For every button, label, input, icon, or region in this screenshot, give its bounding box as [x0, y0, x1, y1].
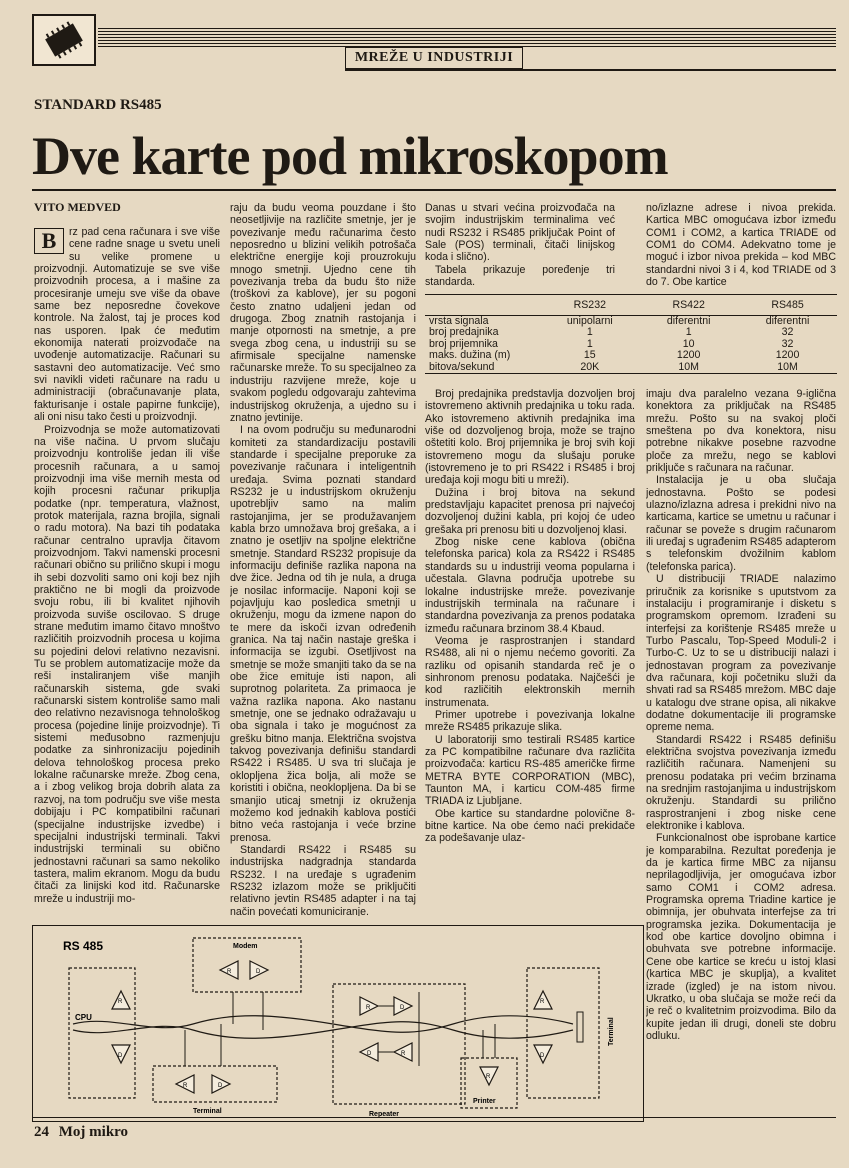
table-cell: 15	[583, 349, 596, 362]
rs485-diagram	[32, 925, 644, 1122]
paragraph: Dužina i broj bitova na sekund predstavljaju kapacitet prenosa pri najvećoj dozvoljenoj dužini kabla, pri kojoj će udeo grešaka pri prenosu biti u dozvoljenoj klasi.	[425, 486, 635, 536]
table-cell: vrsta signala	[429, 314, 489, 327]
gate-letter: D	[256, 969, 261, 975]
paragraph: rz pad cena računara i sve više cene radne snage u svetu uneli su velike promene u proizvodnji. Automatizuje se sve više proizvodnih procesa, a i mašine za procesiranje umeju sve više da obave same bez neposredne čovekove kontrole. Na žalost, taj je proces kod nas usporen. Ipak će međutim ekonomija naterati proizvođače na uvođenje automatizacije. Računari su sastavni deo automatizacije. Već smo svi navikli videti računare na radu u administraciji (obračunavanje plata, fakturisanje i ostale papirne funkcije), ali oni nisu tako česti u proizvodnji.	[34, 226, 220, 424]
paragraph: Standardi RS422 i RS485 su industrijska nadgradnja standarda RS232. I na uređaje s ugrađenim RS232 izlazom može se priključiti relativno jevtin RS485 adapter i na taj način povećati komuniciranje.	[230, 843, 416, 916]
column-2	[230, 202, 416, 916]
bus-line-a	[73, 1016, 573, 1033]
byline: VITO MEDVED	[34, 200, 121, 214]
table-cell: 32	[781, 326, 794, 339]
table-cell: bitova/sekund	[429, 360, 495, 373]
table-cell: maks. dužina (m)	[429, 349, 511, 362]
paragraph: U distribuciji TRIADE nalazimo priručnik za korisnike s uputstvom za instalaciju i programiranje i disketu s programskom opremom. Izrađeni su interfejsi za korištenje RS485 mreže u Turbo Pascalu, Top-Speed Moduli-2 i Turbo-C. Uz to se u distribuciji nalazi i jednostavan program za povezivanje dva računara, koji početniku služi da shvati rad sa RS485 mrežom. MBC daje u katalogu dve strane opisa, ali nikakve dodatne dokumentacije ili programske opreme nema.	[646, 573, 836, 734]
column-1	[34, 226, 220, 916]
table-cell: 1200	[775, 349, 800, 362]
paragraph: Tabela prikazuje poređenje tri standarda.	[425, 263, 615, 289]
printer-label: Printer	[473, 1098, 496, 1105]
title-divider	[32, 189, 836, 191]
gate-letter: R	[540, 999, 545, 1005]
paragraph: Zbog niske cene kablova (obična telefonska parica) kola za RS422 i RS485 standards su u industriji veoma popularna i učestala. Glavna područja upotrebe su lokalne industrijske mreže. povezivanje industrijskih terminala na računare i standardna povezivanja za prenos podataka između računara brzinom 38.4 Kbaud.	[425, 536, 635, 635]
table-cell: 1	[685, 326, 692, 339]
header-stripes	[98, 28, 836, 48]
gate-letter: D	[367, 1051, 372, 1057]
table-cell: broj prijemnika	[429, 337, 498, 350]
kicker: STANDARD RS485	[34, 97, 162, 113]
table-cell: 1	[586, 326, 593, 339]
paragraph: Instalacija je u oba slučaja jednostavna. Pošto se podesi ulazno/izlazna adresa i prekidni nivo na karticama, kartice se umetnu u računar i računar se poveže s drugim računarom ili uređaj s ugrađenim RS485 adapterom s telefonskim dvožilnim kablom (telefonska parica).	[646, 474, 836, 573]
drop-cap: B	[34, 228, 64, 254]
paragraph: raju da budu veoma pouzdane i što neosetljivije na različite smetnje, jer je povezivanje među računarima često neposredno u blizini velikih potrošača električne energije koji prouzrokuju mnogo smetnji. Ujedno cene tih povezivanja treba da budu što niže (troškovi za kablove), jer su pogoni često znatno udaljeni jedan od drugoga. Zbog znatnih rastojanja i manje otpornosti na smetnje, a pre svega zbog cena, u industriji su se afirmisale specijalne namenske računarske mreže. To su specijalneo za industriju razvijene mreže, koje u svakom pogledu odgovaraju zahtevima industrijskog okruženja, a ujedno su i znatno jevtinije.	[230, 202, 416, 424]
gate-letter: D	[118, 1053, 123, 1059]
page-number: 24	[34, 1124, 49, 1140]
table-cell: 10	[682, 337, 695, 350]
paragraph: Standardi RS422 i RS485 definišu električna svojstva povezivanja između različitih računara. Namenjeni su prenosu podataka pri većim brzinama na srednjim rastojanjima u industrijskom okruženju. Standardi su prilično rasprostranjeni i zbog niske cene elektronike i kablova.	[646, 733, 836, 833]
gate-letter: R	[118, 999, 123, 1005]
paragraph: Proizvodnja se može automatizovati na više načina. U prvom slučaju proizvodnju kontroliše jedan ili više procesnih računara, a u samoj proizvodnji ima više mernih mesta od kojih procesni računar prikuplja podatke (npr. temperatura, vlažnost, protok materijala, razna brojila, signali o radu motora). Na bazi tih podataka računar centralno upravlja čitavom proizvodnjom. Takvi namenski procesni računari obično su prilično skupi i mogu ih sebi dozvoliti samo oni koji bez njih praktično ne bi mogli da proizvode svoju robu, ili bi kvalitet njihovih proizvoda suviše oscilovao. S druge strane međutim imamo čitavo mnoštvo različitih proizvodnih procesa u kojima su pojedini delovi relativno nezavisni. Tu se problem automatizacije može da reši instaliranjem više manjih računarskih sistema, gde svaki računarski sistem kontroliše samo mali deo relativno nezavisnoga tehnološkog procesa (pojedine linije proizvodnje). Ti sistemi međusobno razmenjuju podatke za sinhronizaciju pojedinih delova tehnološkog procesa preko lokalne računarske mreže. Zbog cena, a i zbog velikog broja dobrih alata za razvoj, na tom području sve više mesta dobijaju i PC kompatibilni računari (specijalne industrijske izvedbe) i specijalni industrijski terminali. Takvi industrijski terminali su obično jednostavni računari sa samo nekoliko tastera, malim ekranom. Mogu da budu čitači za linijski kod itd. Računarske mreže u industriji mo-	[34, 423, 220, 905]
gate-letter: R	[486, 1074, 491, 1080]
table-header: RS422	[639, 295, 738, 315]
paragraph: no/izlazne adrese i nivoa prekida. Kartica MBC omogućava izbor između COM1 i COM2, a kartica TRIADE od COM1 do COM4. Adekvatno tome je moguć i izbor nivoa prekida – kod MBC standardni nivoi 3 i 4, kod TRIADE od 3 do 7. Obe kartice	[646, 202, 836, 289]
chip-icon	[32, 14, 96, 66]
table-cell: 10M	[777, 360, 798, 373]
paragraph: Obe kartice su standardne polovične 8-bitne kartice. Na obe ćemo naći prekidače za podešavanje ulaz-	[425, 807, 635, 845]
section-divider	[345, 69, 836, 71]
table-cell: diferentni	[666, 314, 711, 327]
table-row	[425, 362, 837, 374]
table-cell: 20K	[580, 360, 600, 373]
paragraph: Broj predajnika predstavlja dozvoljen broj istovremeno aktivnih predajnika u toku rada. Ako istovremeno aktivnih predajnika ima više od dozvoljenog broja, može se trajno oštetiti kolo. Broj prijemnika je broj svih koji istovremeno mogu da slušaju poruke (istovremeno je to pri RS422 i RS485 i broj uređaja koji mogu biti u mreži).	[425, 388, 635, 487]
paragraph: U laboratoriji smo testirali RS485 kartice za PC kompatibilne računare dva različita proizvođača: karticu RS-485 američke firme METRA BYTE CORPORATION (MBC), Taunton MA, i karticu COM-485 firme TRIADA iz Ljubljane.	[425, 733, 635, 808]
table-cell: diferentni	[765, 314, 810, 327]
gate-letter: R	[227, 969, 232, 975]
diagram-title: RS 485	[63, 939, 104, 953]
gate-letter: R	[366, 1005, 371, 1011]
gate-letter: R	[401, 1051, 406, 1057]
paragraph: I na ovom području su međunarodni komiteti za standardizaciju postavili standarde i specijalne preporuke za povezivanje računara i inteligentnih uređaja. Svima poznati standard RS232 je u industrijskom okruženju upotrebljiv samo na malim rastojanjima, jer se produžavanjem kabla brzo umnožava broj grešaka, a i znatno je osetljiv na spoljne električne smetnje. Standard RS232 propisuje da informaciju definiše razlika napona na dve žice. Jedna od tih je nula, a druga je nosilac informacije. Naponi koji se pojavljuju kao posledica smetnji u okruženju, mogu da izmene napon do te mere da iskoči izvan određenih granica. Na taj način nastaje greška i informacija se izgubi. Osetljivost na smetnje se može smanjiti tako da se na obe žice emituje isti napon, ali suprotnog polariteta. Za primaoca je važna razlika napona. Ako nastanu smetnje, one se jednako odražavaju u oba signala i tako je mogućnost za grešku bitno manja. Električna svojstva takvog povezivanja definišu standardi RS422 i RS485. U sva tri slučaja je okloplјena žica bolja, ali može se koristiti i obična, neokloplјena. Da bi se smanjio uticaj smetnji iz okruženja možemo kod jednakih kablova postići bitno veća rastojanja i veće brzine prenosa.	[230, 424, 416, 844]
table-header: RS485	[738, 295, 837, 315]
paragraph: imaju dva paralelno vezana 9-iglična konektora za priključak na RS485 mrežu. Pošto su na svakoj ploči smeštena po dva konektora, nisu potrebne nikakve posebne razvodne ploče za mrežu, nego se kablovi priključe s računara na računar.	[646, 388, 836, 475]
cpu-label: CPU	[75, 1013, 92, 1022]
column-3-bottom	[425, 388, 635, 916]
paragraph: Funkcionalnost obe isprobane kartice je komparabilna. Rezultat poređenja je da je kartica firme MBC za nijansu neprilagodljivija, jer omogućava izbor samo COM1 i COM2 adresa. Programska oprema Triadine kartice je obimnija, jer obuhvata interfejse za tri programska jezika. Dokumentacija je kod obe kartice dovoljno obimna i obuhvata sve potrebne informacije. Cene obe kartice se kreću u istoj klasi (kartica MBC je skuplja), a kvalitet izrade (izgled) je na istom nivou. Ukratko, u oba slučaja se može reći da je reč o kvalitetnim proizvodima. Bilo da kupite jedan ili drugi, doneli ste dobru odluku.	[646, 832, 836, 1042]
bus-line-b	[73, 1022, 573, 1039]
column-4-bottom	[646, 388, 836, 1114]
column-3-top	[425, 202, 615, 292]
table-cell: broj predajnika	[429, 326, 499, 339]
table-header-row	[425, 295, 837, 315]
table-cell: 32	[781, 337, 794, 350]
footer-divider	[32, 1117, 836, 1118]
section-tag: MREŽE U INDUSTRIJI	[345, 47, 523, 69]
table-row	[425, 327, 837, 339]
paragraph: Veoma je rasprostranjen i standard RS488, ali ni o njemu nećemo govoriti. Za razliku od opisanih standarda reč je o sinhronom prenosu podataka. Najčešći je kod različitih elektronskih mernih instrumenata.	[425, 634, 635, 709]
table-cell: unipolarni	[566, 314, 613, 327]
table-header	[425, 295, 540, 315]
gate-letter: D	[400, 1005, 405, 1011]
paragraph: Danas u stvari većina proizvođača na svojim industrijskim terminalima već nudi RS232 i RS485 priključak Point of Sale (POS) terminali, čitači linijskog koda i slično).	[425, 202, 615, 264]
page-footer	[34, 1124, 128, 1141]
headline: Dve karte pod mikroskopom	[32, 126, 668, 186]
comparison-table	[425, 294, 837, 374]
terminal-label: Terminal	[193, 1108, 222, 1115]
table-cell: 1200	[676, 349, 701, 362]
paragraph: Primer upotrebe i povezivanja lokalne mreže RS485 prikazuje slika.	[425, 708, 635, 734]
gate-letter: D	[540, 1053, 545, 1059]
table-header: RS232	[540, 295, 639, 315]
table-cell: 1	[586, 337, 593, 350]
repeater-label: Repeater	[369, 1111, 399, 1118]
terminal-right-label: Terminal	[608, 1017, 615, 1046]
gate-letter: R	[183, 1083, 188, 1089]
table-cell: 10M	[678, 360, 699, 373]
modem-label: Modem	[233, 943, 258, 950]
column-4-top	[646, 202, 836, 292]
magazine-name: Moj mikro	[58, 1124, 129, 1140]
gate-letter: D	[218, 1083, 223, 1089]
terminal-right-box	[527, 968, 599, 1098]
